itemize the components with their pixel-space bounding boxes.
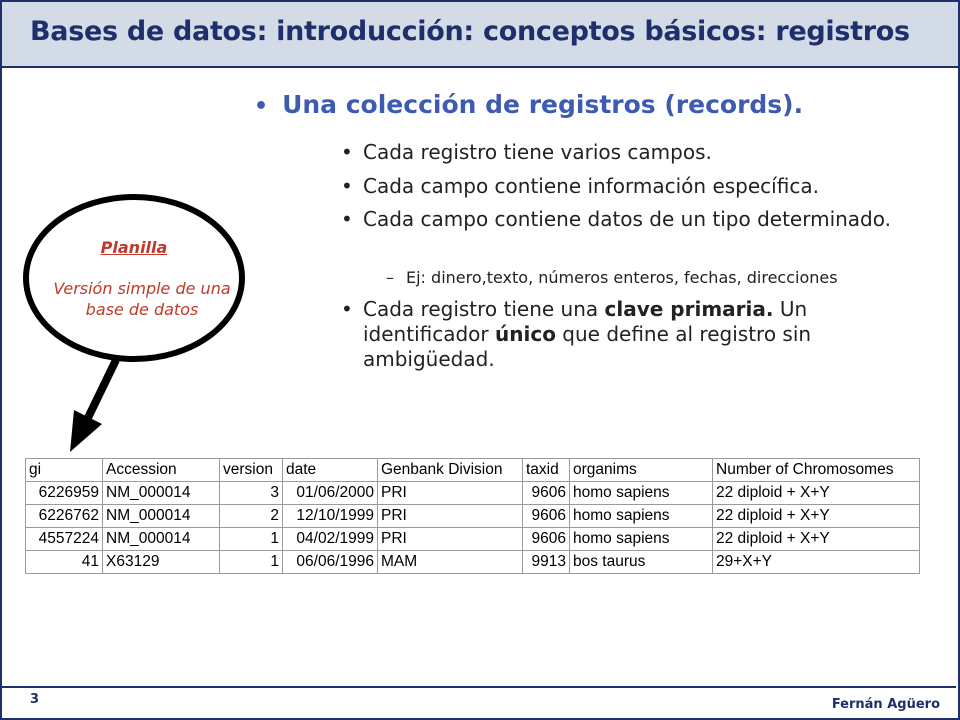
cell-date: 01/06/2000	[283, 482, 378, 505]
callout-text: Versión simple de una base de datos	[53, 279, 231, 319]
cell-version: 3	[220, 482, 283, 505]
author-name: Fernán Agüero	[831, 697, 940, 712]
cell-date: 04/02/1999	[283, 528, 378, 551]
bullet-text: Cada campo contiene datos de un tipo determinado.	[363, 207, 891, 231]
bullet-level3-text: Ej: dinero,texto, números enteros, fechas, direcciones	[406, 268, 838, 287]
text-run: que define al registro sin ambigüedad.	[363, 322, 812, 371]
page-number: 3	[30, 692, 40, 707]
cell-accession: NM_000014	[103, 505, 220, 528]
cell-division: PRI	[378, 482, 523, 505]
cell-date: 12/10/1999	[283, 505, 378, 528]
cell-chromosomes: 22 diploid + X+Y	[713, 505, 920, 528]
col-header-gi: gi	[26, 459, 103, 482]
cell-division: PRI	[378, 528, 523, 551]
text-run: Un identificador	[363, 297, 808, 346]
col-header-version: version	[220, 459, 283, 482]
table-row	[26, 505, 920, 528]
cell-chromosomes: 22 diploid + X+Y	[713, 482, 920, 505]
table-row	[26, 551, 920, 574]
cell-organism: homo sapiens	[570, 482, 713, 505]
bullet-level1-text: Una colección de registros (records).	[282, 90, 804, 119]
bullet-text: Cada registro tiene varios campos.	[363, 140, 712, 164]
bullet-dot-icon: •	[341, 207, 353, 231]
slide-title: Bases de datos: introducción: conceptos básicos: registros	[30, 16, 910, 47]
cell-chromosomes: 22 diploid + X+Y	[713, 528, 920, 551]
cell-accession: NM_000014	[103, 482, 220, 505]
cell-organism: homo sapiens	[570, 528, 713, 551]
cell-version: 1	[220, 551, 283, 574]
col-header-accession: Accession	[103, 459, 220, 482]
table-header-row	[26, 459, 920, 482]
cell-taxid: 9606	[523, 505, 570, 528]
bold-term-primary-key: clave primaria.	[604, 297, 774, 321]
col-header-genbank-division: Genbank Division	[378, 459, 523, 482]
cell-gi: 4557224	[26, 528, 103, 551]
records-table	[25, 458, 920, 574]
cell-gi: 6226959	[26, 482, 103, 505]
cell-division: PRI	[378, 505, 523, 528]
bold-term-unique: único	[495, 322, 556, 346]
cell-organism: bos taurus	[570, 551, 713, 574]
footer-divider	[0, 686, 956, 688]
col-header-date: date	[283, 459, 378, 482]
cell-taxid: 9913	[523, 551, 570, 574]
bullet-dot-icon: •	[341, 297, 353, 321]
bullet-dot-icon: •	[341, 174, 353, 198]
cell-organism: homo sapiens	[570, 505, 713, 528]
bullet-dot-icon: •	[341, 140, 353, 164]
cell-accession: NM_000014	[103, 528, 220, 551]
cell-chromosomes: 29+X+Y	[713, 551, 920, 574]
cell-accession: X63129	[103, 551, 220, 574]
col-header-organisms: organims	[570, 459, 713, 482]
cell-division: MAM	[378, 551, 523, 574]
cell-taxid: 9606	[523, 482, 570, 505]
cell-version: 2	[220, 505, 283, 528]
cell-taxid: 9606	[523, 528, 570, 551]
col-header-taxid: taxid	[523, 459, 570, 482]
bullet-dot-icon: •	[254, 94, 269, 119]
text-run: Cada registro tiene una	[363, 297, 605, 321]
cell-gi: 6226762	[26, 505, 103, 528]
table-row	[26, 528, 920, 551]
callout-title: Planilla	[100, 238, 168, 257]
cell-gi: 41	[26, 551, 103, 574]
dash-icon: –	[386, 268, 394, 287]
table-row	[26, 482, 920, 505]
col-header-chromosomes: Number of Chromosomes	[713, 459, 920, 482]
cell-version: 1	[220, 528, 283, 551]
cell-date: 06/06/1996	[283, 551, 378, 574]
bullet-text: Cada campo contiene información específica.	[363, 174, 819, 198]
